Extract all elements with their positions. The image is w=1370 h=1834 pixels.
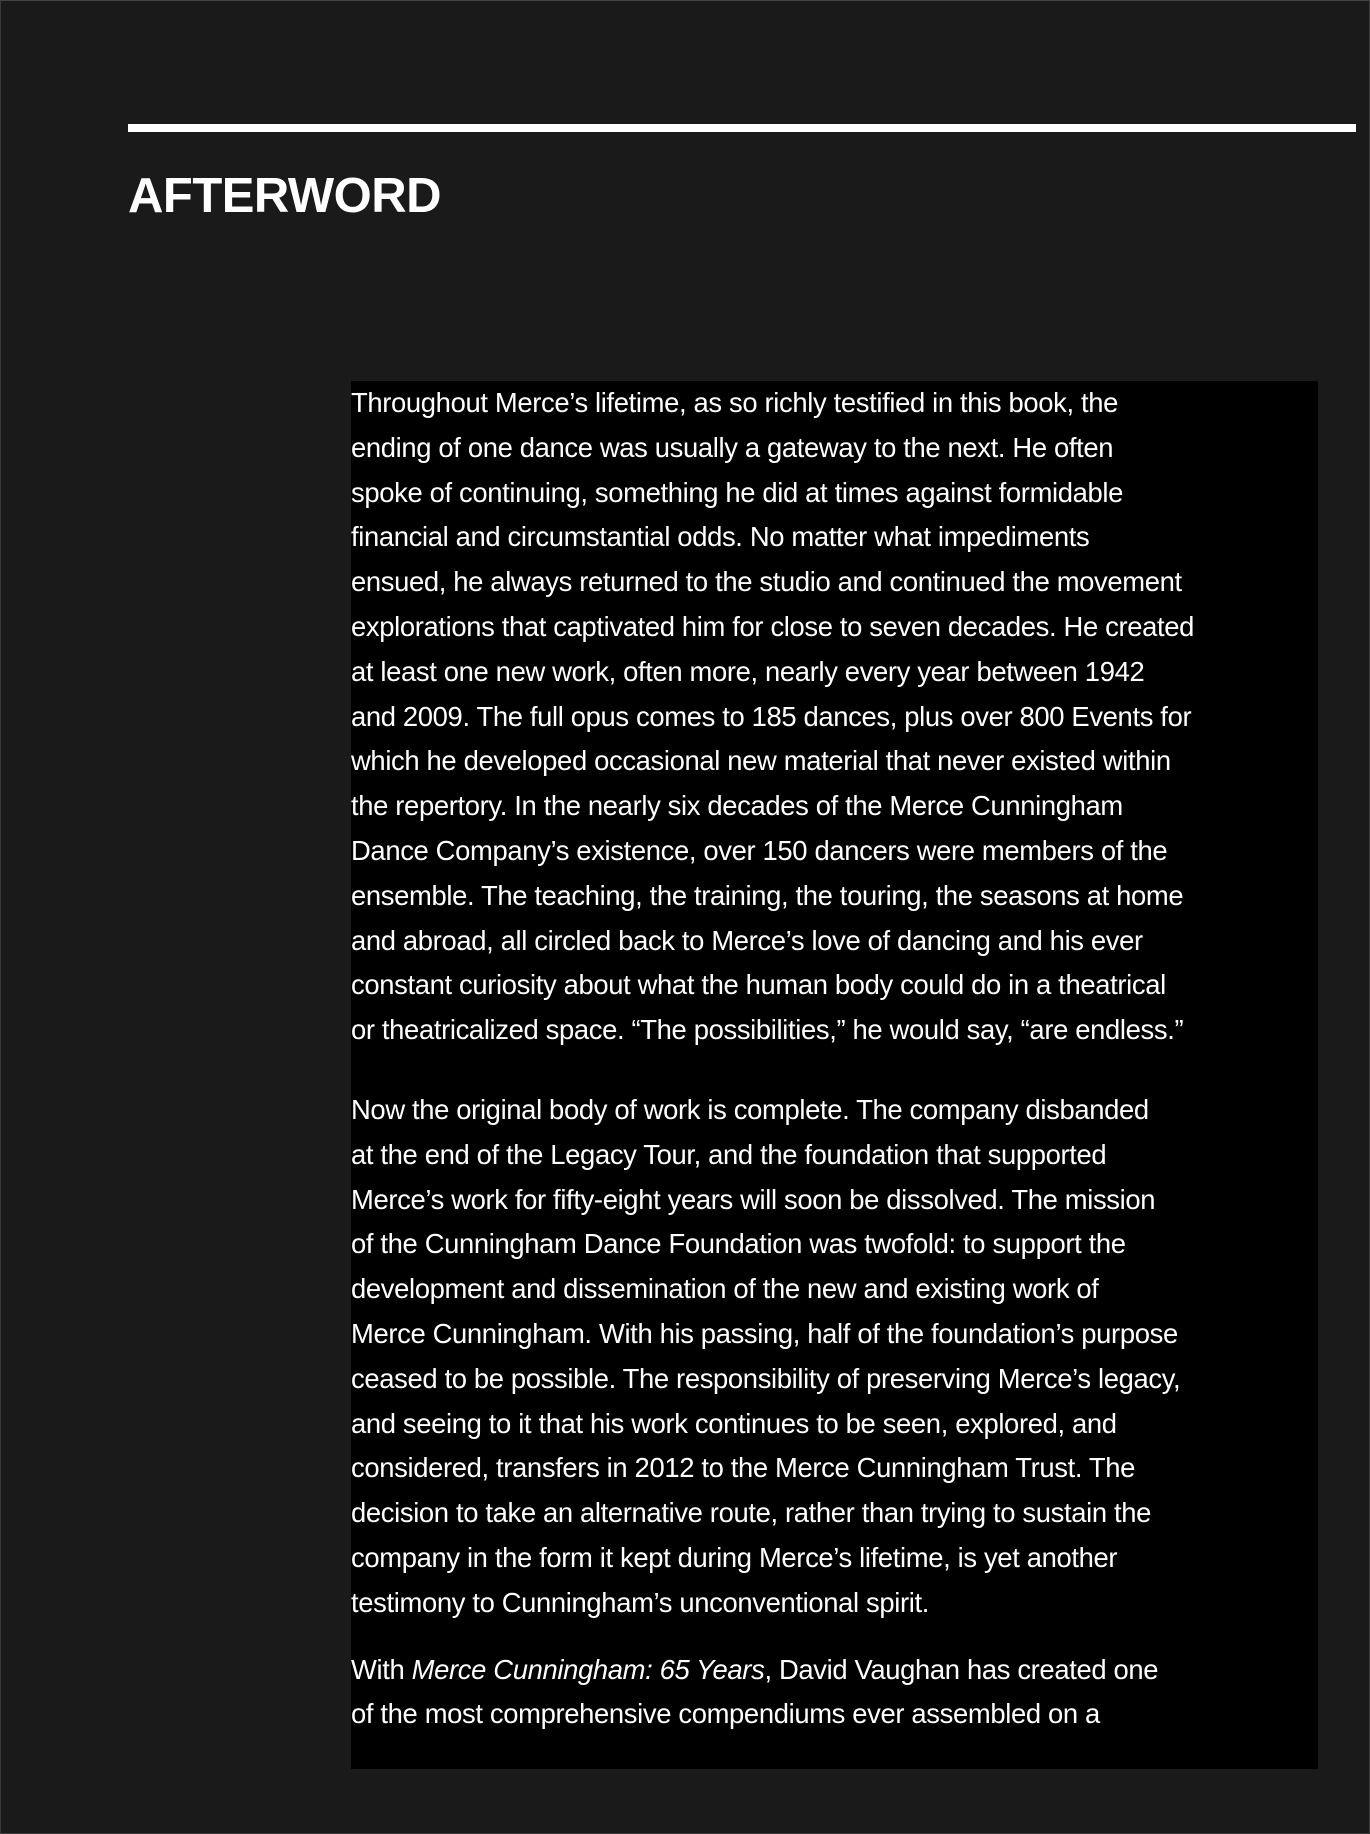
text-segment: With bbox=[351, 1653, 412, 1685]
text-line: Merce Cunningham. With his passing, half of the foundation’s purpose bbox=[351, 1317, 1178, 1349]
text-line: development and dissemination of the new and existing work of bbox=[351, 1273, 1099, 1305]
text-line: decision to take an alternative route, rather than trying to sustain the bbox=[351, 1497, 1152, 1529]
text-line: or theatricalized space. “The possibilities,” he would say, “are endless.” bbox=[351, 1014, 1184, 1046]
text-line: at least one new work, often more, nearly every year between 1942 bbox=[351, 655, 1145, 687]
text-line bbox=[351, 1648, 1318, 1693]
text-line: of the Cunningham Dance Foundation was twofold: to support the bbox=[351, 1228, 1126, 1260]
text-line: Now the original body of work is complete. The company disbanded bbox=[351, 1093, 1149, 1125]
text-line: Merce’s work for fifty-eight years will soon be dissolved. The mission bbox=[351, 1183, 1156, 1215]
page-title: AFTERWORD bbox=[128, 169, 442, 223]
text-line: Dance Company’s existence, over 150 dancers were members of the bbox=[351, 834, 1168, 866]
text-line: company in the form it kept during Merce’s lifetime, is yet another bbox=[351, 1541, 1118, 1573]
text-line: ceased to be possible. The responsibility of preserving Merce’s legacy, bbox=[351, 1362, 1181, 1394]
text-line: which he developed occasional new material that never existed within bbox=[351, 745, 1171, 777]
text-line: testimony to Cunningham’s unconventional spirit. bbox=[351, 1586, 930, 1618]
text-line: and seeing to it that his work continues to be seen, explored, and bbox=[351, 1407, 1117, 1439]
text-line: explorations that captivated him for close to seven decades. He created bbox=[351, 610, 1195, 642]
text-segment: , David Vaughan has created one bbox=[764, 1653, 1159, 1685]
text-line: and abroad, all circled back to Merce’s love of dancing and his ever bbox=[351, 924, 1143, 956]
text-line: ensued, he always returned to the studio and continued the movement bbox=[351, 566, 1182, 598]
text-line: and 2009. The full opus comes to 185 dances, plus over 800 Events for bbox=[351, 700, 1192, 732]
paragraph-3 bbox=[351, 1648, 1318, 1738]
text-line: financial and circumstantial odds. No matter what impediments bbox=[351, 521, 1090, 553]
text-line: of the most comprehensive compendiums ever assembled on a bbox=[351, 1698, 1100, 1730]
text-line: spoke of continuing, something he did at times against formidable bbox=[351, 476, 1124, 508]
book-title: Merce Cunningham: 65 Years bbox=[411, 1653, 765, 1685]
text-line: ensemble. The teaching, the training, the touring, the seasons at home bbox=[351, 879, 1184, 911]
text-line: considered, transfers in 2012 to the Merce Cunningham Trust. The bbox=[351, 1452, 1136, 1484]
top-rule-divider bbox=[128, 124, 1356, 132]
text-line: the repertory. In the nearly six decades of the Merce Cunningham bbox=[351, 790, 1123, 822]
body-text-block bbox=[351, 381, 1318, 1769]
text-line: Throughout Merce’s lifetime, as so richly testified in this book, the bbox=[351, 387, 1118, 418]
paragraph-1 bbox=[351, 381, 1318, 1053]
text-line: ending of one dance was usually a gateway to the next. He often bbox=[351, 431, 1114, 463]
paragraph-2 bbox=[351, 1088, 1318, 1626]
text-line: at the end of the Legacy Tour, and the foundation that supported bbox=[351, 1138, 1107, 1170]
text-line: constant curiosity about what the human body could do in a theatrical bbox=[351, 969, 1166, 1001]
